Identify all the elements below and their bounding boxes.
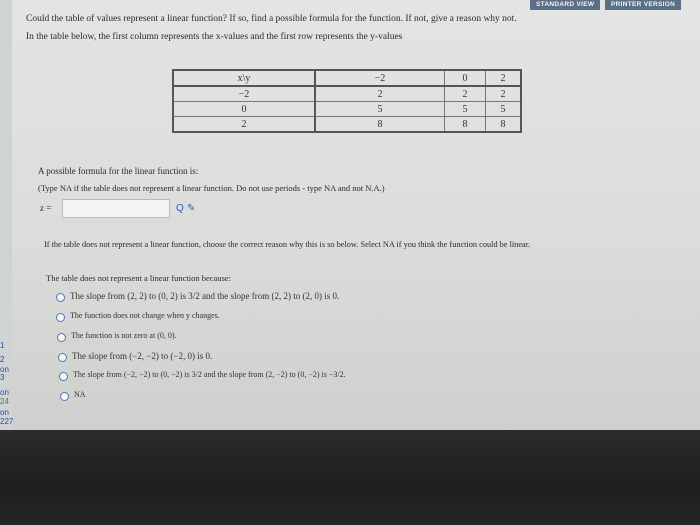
table-cell: 2: [486, 86, 522, 102]
table-cell: 2: [173, 117, 315, 133]
table-cell: 2: [486, 70, 522, 86]
standard-view-button[interactable]: STANDARD VIEW: [530, 0, 600, 10]
option-label: The function is not zero at (0, 0).: [71, 331, 177, 340]
table-cell: 2: [315, 86, 445, 102]
question-text: Could the table of values represent a linear function? If so, find a possible formula for the function. If not, give a reason why not.: [26, 14, 517, 24]
option-label: The slope from (2, 2) to (0, 2) is 3/2 and the slope from (2, 2) to (2, 0) is 0.: [70, 291, 340, 301]
reason-prompt: If the table does not represent a linear function, choose the correct reason why this is so below. Select NA if you think the function could be linear.: [44, 240, 531, 249]
table-cell: 2: [445, 86, 486, 102]
table-cell: 5: [315, 102, 445, 117]
printer-version-button[interactable]: PRINTER VERSION: [605, 0, 681, 10]
table-cell: 5: [486, 102, 522, 117]
formula-instruction: (Type NA if the table does not represent a linear function. Do not use periods - type NA and not N.A.): [38, 183, 385, 193]
left-gutter: [0, 0, 12, 430]
formula-input[interactable]: [62, 199, 170, 218]
radio-button[interactable]: [58, 353, 67, 362]
gutter-label: on: [0, 388, 9, 397]
table-cell: 0: [173, 102, 315, 117]
gutter-label: on: [0, 365, 9, 374]
radio-button[interactable]: [56, 313, 65, 322]
reason-lead: The table does not represent a linear function because:: [46, 273, 232, 283]
table-row: [173, 70, 521, 86]
option-label: The function does not change when y changes.: [70, 311, 220, 320]
monitor-bezel: [0, 430, 700, 525]
question-subtext: In the table below, the first column represents the x-values and the first row represents the y-values: [26, 32, 403, 42]
table-row: [173, 102, 521, 117]
values-table: [172, 69, 522, 133]
table-row: [173, 86, 521, 102]
radio-button[interactable]: [57, 333, 66, 342]
radio-button[interactable]: [60, 392, 69, 401]
gutter-label: 24: [0, 397, 9, 406]
equation-tools-icon[interactable]: Q: [176, 203, 184, 214]
gutter-label: on: [0, 408, 9, 417]
option-label: The slope from (−2, −2) to (−2, 0) is 0.: [72, 351, 213, 361]
radio-button[interactable]: [59, 372, 68, 381]
radio-button[interactable]: [56, 293, 65, 302]
table-row: [173, 117, 521, 133]
table-cell: x\y: [173, 70, 315, 86]
option-label: The slope from (−2, −2) to (0, −2) is 3/2 and the slope from (2, −2) to (0, −2) is −3/2.: [73, 370, 346, 379]
table-cell: 0: [445, 70, 486, 86]
gutter-label: 3: [0, 373, 5, 382]
table-cell: 8: [445, 117, 486, 133]
z-label: z =: [40, 203, 52, 213]
gutter-label: 1: [0, 341, 5, 350]
gutter-label: 227: [0, 417, 14, 426]
edit-icon[interactable]: ✎: [187, 203, 196, 214]
table-cell: 5: [445, 102, 486, 117]
table-cell: −2: [315, 70, 445, 86]
table-cell: 8: [315, 117, 445, 133]
table-cell: 8: [486, 117, 522, 133]
formula-prompt: A possible formula for the linear function is:: [38, 166, 199, 176]
gutter-label: 2: [0, 355, 5, 364]
table-cell: −2: [173, 86, 315, 102]
option-label: NA: [74, 390, 86, 399]
